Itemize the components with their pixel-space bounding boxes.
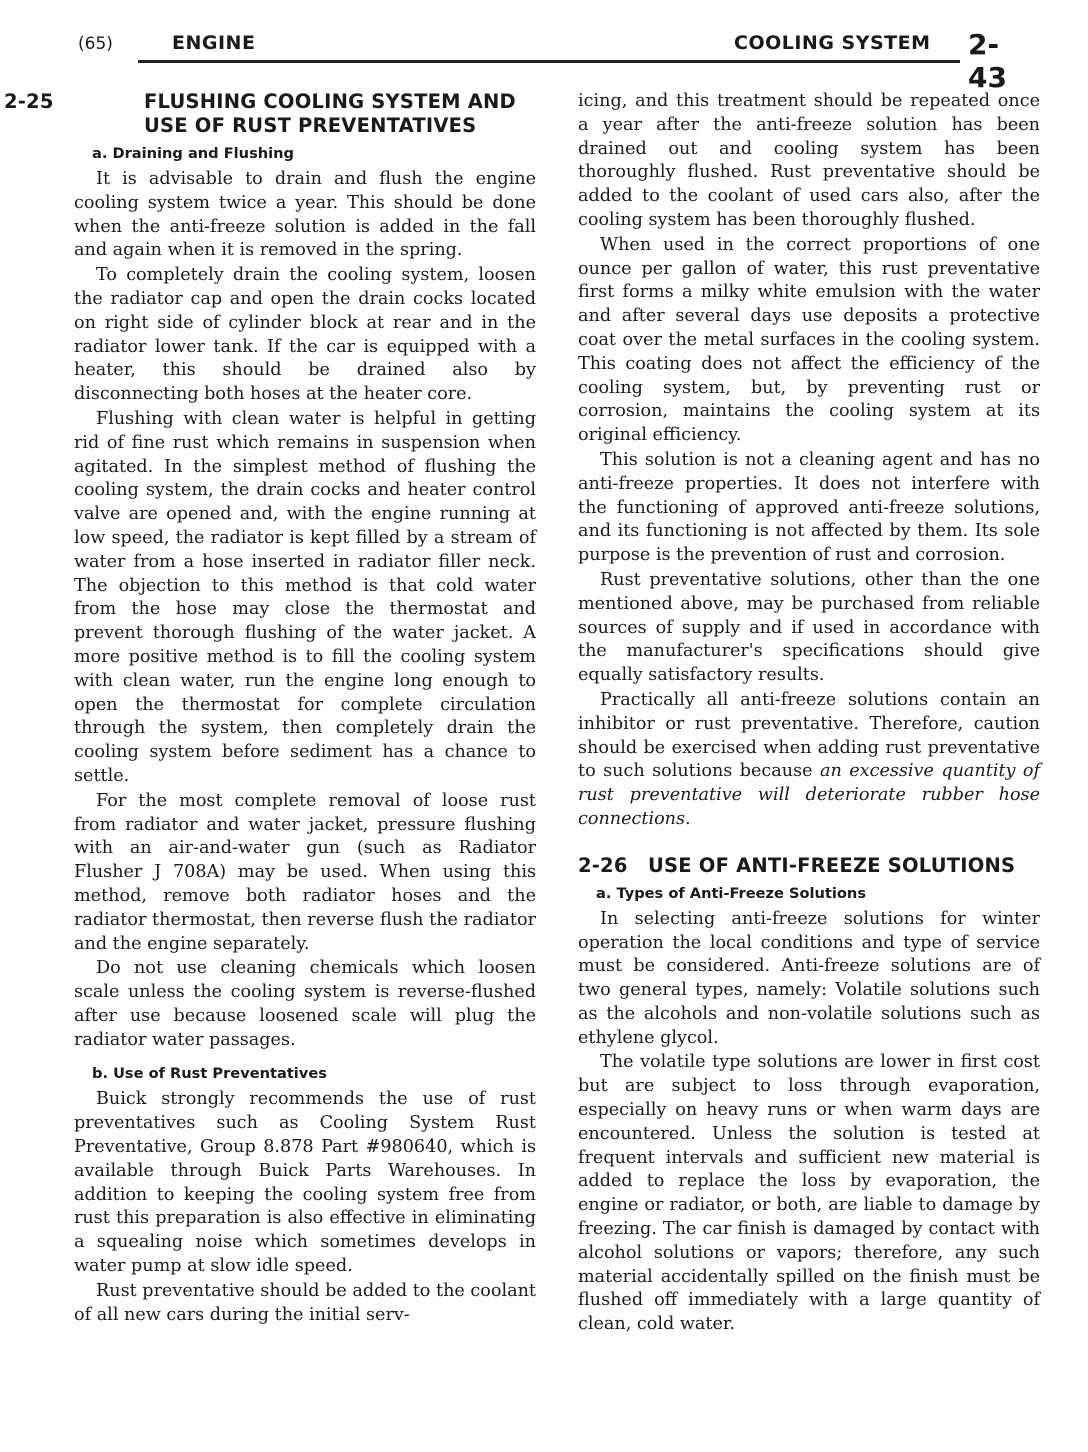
paragraph: Buick strongly recommends the use of rust preventatives such as Cooling System Rust Preventative, Group 8.878 Part #980640, which is available through Buick Parts Warehouses. In addition to keeping the cooling system free from rust this preparation is also effective in eliminating a squealing noise which sometimes develops in water pump at slow idle speed. (74, 1089, 536, 1277)
page-header (72, 26, 1038, 94)
section-title: USE OF ANTI-FREEZE SOLUTIONS (648, 853, 1016, 877)
section-heading-2-26 (578, 854, 1040, 878)
page-number: (65) (78, 34, 113, 54)
paragraph: For the most complete removal of loose rust from radiator and water jacket, pressure flushing with an air-and-water gun (such as Radiator Flusher J 708A) may be used. When using this method, remove both radiator hoses and the radiator thermostat, then reverse flush the radiator and the engine separately. (74, 790, 536, 954)
paragraph (578, 689, 1040, 832)
header-section-number: 2-43 (968, 28, 1007, 94)
paragraph: It is advisable to drain and flush the engine cooling system twice a year. This should be done when the anti-freeze solution is added in the fall and again when it is removed in the spring. (74, 169, 536, 261)
header-chapter: ENGINE (172, 32, 256, 54)
header-section: COOLING SYSTEM (734, 32, 931, 54)
subheading-types: a. Types of Anti-Freeze Solutions (596, 884, 867, 902)
section-number: 2-25 (4, 90, 54, 113)
paragraph: To completely drain the cooling system, loosen the radiator cap and open the drain cocks located on right side of cylinder block at rear and in the radiator lower tank. If the car is equipped with a heater, this should be drained also by disconnecting both hoses at the heater core. (74, 265, 536, 405)
paragraph: icing, and this treatment should be repeated once a year after the anti-freeze solution has been drained out and cooling system has been thoroughly flushed. Rust preventative should be added to the coolant of used cars also, after the cooling system has been thoroughly flushed. (578, 91, 1040, 230)
right-column (578, 90, 1040, 1337)
paragraph: Do not use cleaning chemicals which loosen scale unless the cooling system is reverse-flushed after use because loosened scale will plug the radiator water passages. (74, 958, 536, 1050)
paragraph: Flushing with clean water is helpful in getting rid of fine rust which remains in suspension when agitated. In the simplest method of flushing the cooling system, the drain cocks and heater control valve are opened and, with the engine running at low speed, the radiator is kept filled by a stream of water from a hose inserted in radiator filler neck. The objection to this method is that cold water from the hose may close the thermostat and prevent thorough flushing of the water jacket. A more positive method is to fill the cooling system with clean water, run the engine long enough to open the thermostat for complete circulation through the system, then completely drain the cooling system before sediment has a chance to settle. (74, 408, 536, 786)
paragraph: When used in the correct proportions of one ounce per gallon of water, this rust preventative first forms a milky white emulsion with the water and after several days use deposits a protective coat over the metal surfaces in the cooling system. This coating does not affect the efficiency of the cooling system, but, by preventing rust or corrosion, maintains the cooling system at its original efficiency. (578, 234, 1040, 446)
paragraph: Rust preventative should be added to the coolant of all new cars during the initial serv- (74, 1280, 536, 1325)
left-column (4, 90, 536, 1327)
paragraph: This solution is not a cleaning agent and has no anti-freeze properties. It does not interfere with the functioning of approved anti-freeze solutions, and its functioning is not affected by them. Its sole purpose is the prevention of rust and corrosion. (578, 449, 1040, 566)
section-number: 2-26 (578, 853, 628, 877)
caution-italic-text: an excessive quantity of rust preventative will deteriorate rubber hose connections. (578, 761, 1040, 829)
subheading-rust-preventatives: b. Use of Rust Preventatives (92, 1065, 327, 1083)
subheading-draining: a. Draining and Flushing (92, 145, 294, 162)
paragraph: In selecting anti-freeze solutions for winter operation the local conditions and type of service must be considered. Anti-freeze solutions are of two general types, namely: Volatile solutions such as the alcohols and non-volatile solutions such as ethylene glycol. (578, 908, 1040, 1048)
paragraph-text: Practically all anti-freeze solutions contain an inhibitor or rust preventative. Therefore, caution should be exercised when adding rust preventative to such solutions because (578, 689, 1040, 782)
header-rule (138, 60, 960, 63)
section-title: FLUSHING COOLING SYSTEM AND USE OF RUST PREVENTATIVES (144, 90, 516, 137)
paragraph: Rust preventative solutions, other than the one mentioned above, may be purchased from reliable sources of supply and if used in accordance with the manufacturer's specifications should give equally satisfactory results. (578, 569, 1040, 686)
section-heading-2-25 (4, 90, 536, 138)
paragraph: The volatile type solutions are lower in first cost but are subject to loss through evaporation, especially on heavy runs or when warm days are encountered. Unless the solution is tested at frequent intervals and sufficient new material is added to replace the loss by evaporation, the engine or radiator, or both, are liable to damage by freezing. The car finish is damaged by contact with alcohol solutions or vapors; therefore, any such material accidentally spilled on the finish must be flushed off immediately with a large quantity of clean, cold water. (578, 1052, 1040, 1335)
